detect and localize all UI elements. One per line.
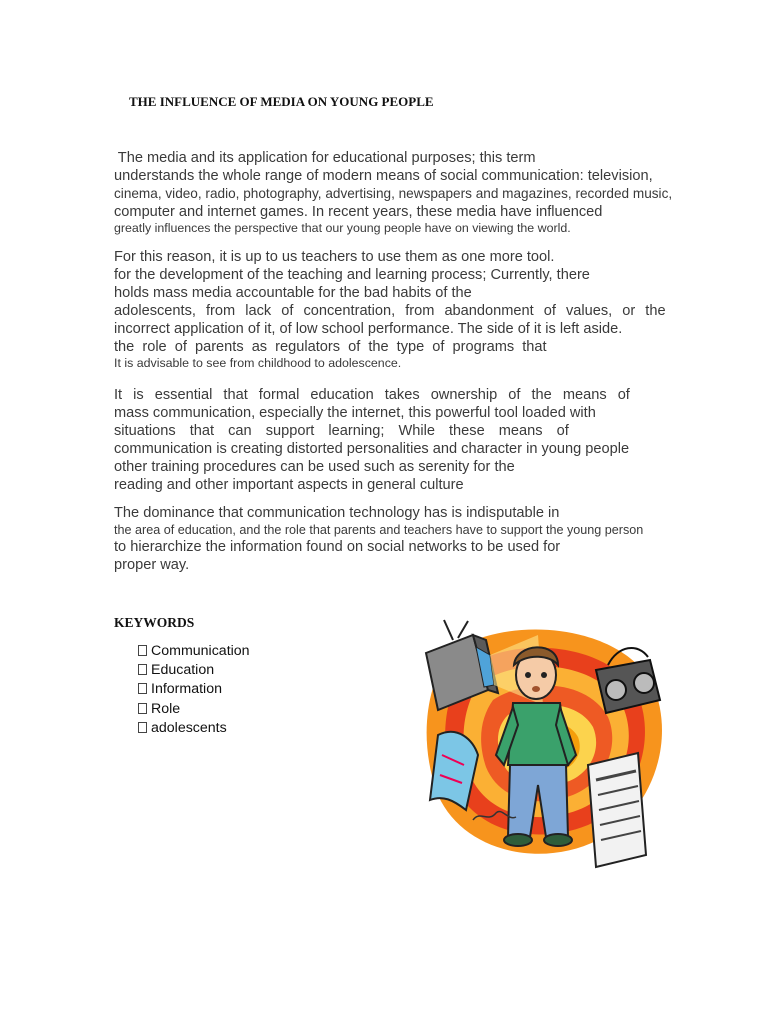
paragraph-line: situations that can support learning; While these means of: [114, 423, 569, 439]
keyword-item: [138, 680, 250, 699]
keywords-list: [138, 642, 250, 738]
paragraph-line: proper way.: [114, 557, 190, 573]
bullet-icon: [138, 722, 147, 733]
paragraph-line: mass communication, especially the internet, this powerful tool loaded with: [114, 405, 596, 421]
paragraph-line: cinema, video, radio, photography, advertising, newspapers and magazines, recorded music,: [114, 186, 673, 201]
paragraph-2: [114, 248, 676, 370]
keyword-item: [138, 700, 250, 719]
bullet-icon: [138, 683, 147, 694]
keyword-label: Communication: [151, 643, 250, 659]
paragraph-line: understands the whole range of modern means of social communication: television,: [114, 168, 653, 184]
bullet-icon: [138, 645, 147, 656]
paragraph-line: other training procedures can be used such as serenity for the: [114, 459, 515, 475]
bullet-icon: [138, 664, 147, 675]
paragraph-4: [114, 504, 676, 574]
paragraph-1: [114, 149, 676, 236]
keyword-label: Role: [151, 700, 181, 717]
paragraph-line: for the development of the teaching and learning process; Currently, there: [114, 267, 590, 283]
paragraph-line: the area of education, and the role that parents and teachers have to support the young person: [114, 523, 644, 537]
keyword-label: adolescents: [151, 719, 227, 736]
newspaper-icon: [588, 753, 646, 867]
bullet-icon: [138, 703, 147, 714]
paragraph-line: For this reason, it is up to us teachers to use them as one more tool.: [114, 249, 555, 265]
keyword-item: [138, 642, 250, 661]
paragraph-line: reading and other important aspects in general culture: [114, 477, 464, 493]
paragraph-line: incorrect application of it, of low school performance. The side of it is left aside.: [114, 321, 623, 337]
paragraph-line: The media and its application for educational purposes; this term: [114, 150, 536, 166]
paragraph-3: [114, 386, 676, 494]
paragraph-line: It is advisable to see from childhood to adolescence.: [114, 356, 402, 370]
keyword-label: Education: [151, 662, 215, 679]
keyword-item: [138, 661, 250, 680]
document-title: THE INFLUENCE OF MEDIA ON YOUNG PEOPLE: [129, 94, 434, 109]
keywords-title: KEYWORDS: [114, 615, 195, 630]
paragraph-line: the role of parents as regulators of the type of programs that: [114, 339, 547, 355]
paragraph-line: to hierarchize the information found on social networks to be used for: [114, 539, 561, 555]
paragraph-line: computer and internet games. In recent years, these media have influenced: [114, 204, 603, 220]
keyword-item: [138, 719, 250, 738]
paragraph-line: holds mass media accountable for the bad habits of the: [114, 285, 472, 301]
paragraph-line: It is essential that formal education takes ownership of the means of: [114, 387, 630, 403]
paragraph-line: The dominance that communication technology has is indisputable in: [114, 505, 560, 521]
paragraph-line: greatly influences the perspective that our young people have on viewing the world.: [114, 221, 571, 235]
keyword-label: Information: [151, 681, 222, 698]
media-illustration: [418, 615, 668, 875]
paragraph-line: adolescents, from lack of concentration, from abandonment of values, or the: [114, 303, 666, 319]
paragraph-line: communication is creating distorted personalities and character in young people: [114, 441, 630, 457]
